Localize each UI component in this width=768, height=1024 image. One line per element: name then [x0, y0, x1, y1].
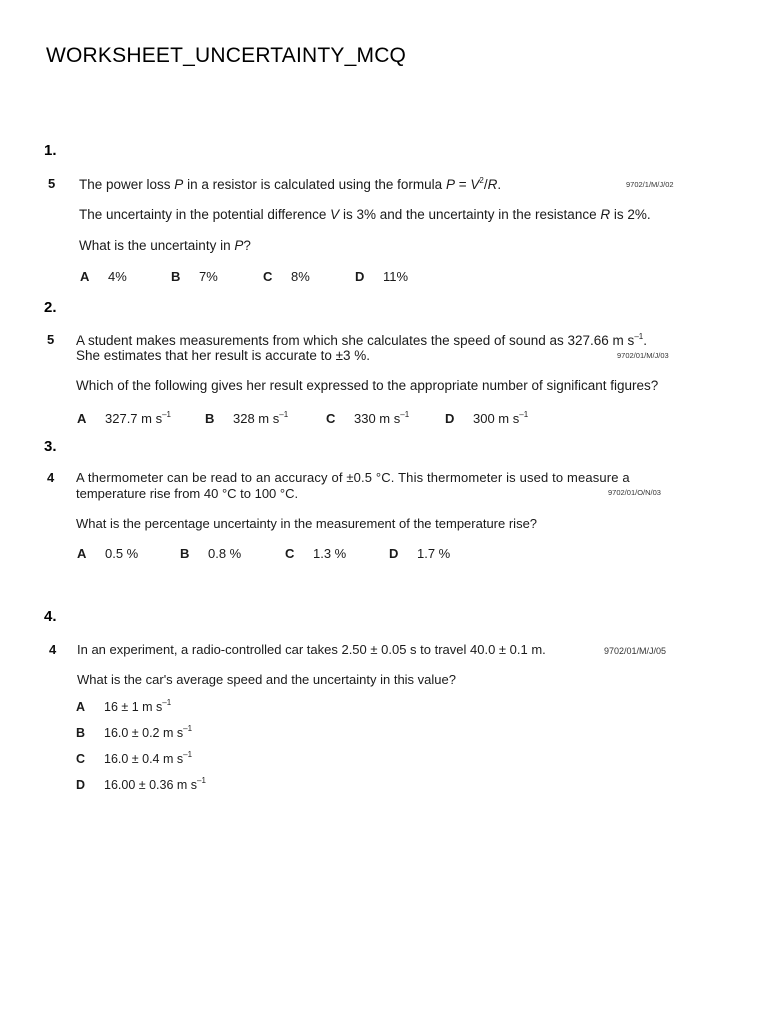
question-3-number: 3. [44, 438, 57, 455]
question-1-source-number: 5 [48, 176, 56, 191]
question-1-option-a[interactable]: A 4% [80, 269, 127, 284]
question-2-option-c[interactable]: C 330 m $s^{-1}$ [326, 410, 410, 426]
question-3-option-d[interactable]: D 1.7 % [389, 546, 451, 561]
question-1-number: 1. [44, 142, 57, 159]
question-4-option-d[interactable]: D 16.00 ± 0.36 m $s^{-1}$ [76, 776, 206, 792]
question-2-option-d[interactable]: D 300 m $s^{-1}$ [445, 410, 529, 426]
question-4-option-c[interactable]: C 16.0 ± 0.4 m $s^{-1}$ [76, 750, 193, 766]
question-3-stem-line-1: A thermometer can be read to an accuracy of ±0.5 °C. This thermometer is used to measure a [76, 470, 630, 485]
question-1-stem-line-1: The power loss P in a resistor is calculated using the formula $P = V^2/R$. [79, 176, 502, 192]
question-3-prompt: What is the percentage uncertainty in the measurement of the temperature rise? [76, 516, 538, 531]
question-2-prompt: Which of the following gives her result expressed to the appropriate number of significant figures? [76, 378, 659, 393]
question-1-option-d[interactable]: D 11% [355, 269, 409, 284]
question-4-reference: 9702/01/M/J/05 [604, 646, 667, 656]
question-1-prompt: What is the uncertainty in P? [79, 238, 251, 253]
question-2-number: 2. [44, 299, 57, 316]
question-4-number: 4. [44, 608, 57, 625]
question-4-source-number: 4 [49, 642, 57, 657]
question-2-reference: 9702/01/M/J/03 [617, 351, 669, 360]
question-2-option-b[interactable]: B 328 m $s^{-1}$ [205, 410, 289, 426]
question-1-option-b[interactable]: B 7% [171, 269, 218, 284]
question-2-stem-line-2: She estimates that her result is accurate to ±3 %. [76, 348, 371, 363]
question-3-option-c[interactable]: C 1.3 % [285, 546, 347, 561]
question-4-option-a[interactable]: A 16 ± 1 m $s^{-1}$ [76, 698, 172, 714]
question-2-stem-line-1: A student makes measurements from which she calculates the speed of sound as 327.66 m $s^{-1}$. [76, 332, 647, 348]
question-1-option-c[interactable]: C 8% [263, 269, 310, 284]
question-3-reference: 9702/01/O/N/03 [608, 488, 661, 497]
question-1-reference: 9702/1/M/J/02 [626, 180, 674, 189]
question-2-option-a[interactable]: A 327.7 m $s^{-1}$ [77, 410, 171, 426]
question-3-option-b[interactable]: B 0.8 % [180, 546, 242, 561]
question-4-option-b[interactable]: B 16.0 ± 0.2 m $s^{-1}$ [76, 724, 193, 740]
question-1-stem-line-2: The uncertainty in the potential difference V is 3% and the uncertainty in the resistance R is 2%. [79, 207, 651, 222]
question-3-source-number: 4 [47, 470, 55, 485]
page-title: WORKSHEET_UNCERTAINTY_MCQ [46, 44, 407, 67]
question-3-stem-line-2: temperature rise from 40 °C to 100 °C. [76, 486, 299, 501]
question-3-option-a[interactable]: A 0.5 % [77, 546, 139, 561]
question-4-prompt: What is the car's average speed and the uncertainty in this value? [77, 672, 456, 687]
question-2-source-number: 5 [47, 332, 55, 347]
question-4-stem: In an experiment, a radio-controlled car takes 2.50 ± 0.05 s to travel 40.0 ± 0.1 m. [77, 642, 546, 657]
